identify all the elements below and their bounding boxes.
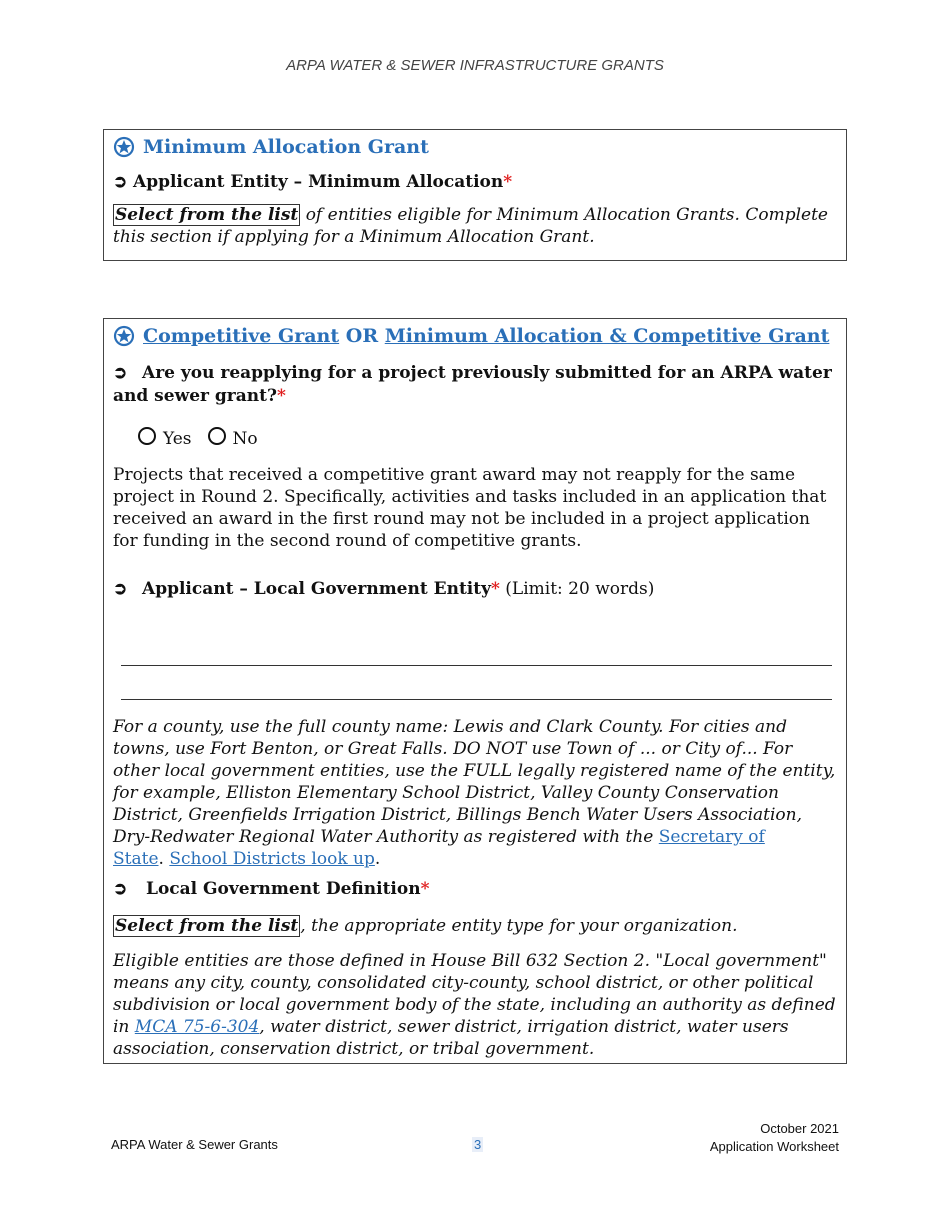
definition-text: Eligible entities are those defined in House Bill 632 Section 2. "Local government" means any city, county, consolidated city-county, school district, or other political subdivision or local government body of the state, including an authority as defined in <box>113 951 836 1037</box>
definition-select <box>113 915 841 937</box>
competitive-grant-link[interactable]: Competitive Grant <box>143 325 340 347</box>
secretary-of-state-link[interactable]: Secretary of State <box>113 827 765 869</box>
required-mark: * <box>491 579 500 599</box>
page-header: ARPA WATER & SEWER INFRASTRUCTURE GRANTS <box>286 57 664 74</box>
end-period: . <box>374 849 381 869</box>
minimum-allocation-section <box>103 129 847 261</box>
entity-input-line-1[interactable] <box>121 665 832 666</box>
title-or: OR <box>339 325 385 347</box>
reapply-note: Projects that received a competitive grant award may not reapply for the same project in Round 2. Specifically, activities and tasks included in an application that received an award in the first round may not be included in a project application for funding in the second round of competitive grants. <box>113 465 827 551</box>
reapply-radio-group <box>138 429 837 449</box>
word-limit: (Limit: 20 words) <box>499 579 655 599</box>
help-text: of entities eligible for Minimum Allocation Grants. Complete this section if applying for a Minimum Allocation Grant. <box>113 205 828 247</box>
footer-date: October 2021 <box>760 1121 839 1136</box>
section-title <box>113 136 837 158</box>
footer-doc: Application Worksheet <box>709 1139 839 1154</box>
local-government-entity-question <box>113 578 837 601</box>
arrow-icon: ➲ <box>113 172 128 192</box>
footer-left: ARPA Water & Sewer Grants <box>111 1137 278 1152</box>
required-mark: * <box>503 172 513 192</box>
entity-input-line-2[interactable] <box>121 699 832 700</box>
question-text: Are you reapplying for a project previously submitted for an ARPA water and sewer grant? <box>113 363 832 406</box>
radio-yes-label: Yes <box>163 429 192 449</box>
star-badge-icon <box>113 136 135 158</box>
section-title-text: Minimum Allocation Grant <box>143 136 429 158</box>
reapply-question <box>113 362 837 408</box>
mca-link[interactable]: MCA 75-6-304 <box>134 1017 260 1037</box>
question-text: Local Government Definition <box>146 879 421 899</box>
select-list-dropdown[interactable]: Select from the list <box>115 205 299 225</box>
radio-no-label: No <box>232 429 258 449</box>
definition-end: , water district, sewer district, irrigation district, water users association, conservation district, or tribal government. <box>113 1017 789 1059</box>
arrow-icon: ➲ <box>113 579 128 599</box>
competitive-grant-section <box>103 318 847 1064</box>
question-text: Applicant – Local Government Entity <box>142 579 491 599</box>
required-mark: * <box>276 386 286 406</box>
min-alloc-competitive-link[interactable]: Minimum Allocation & Competitive Grant <box>384 325 830 347</box>
radio-yes[interactable] <box>138 427 156 445</box>
school-districts-link[interactable]: School Districts look up <box>169 849 375 869</box>
entity-note-text: For a county, use the full county name: Lewis and Clark County. For cities and towns, use Fort Benton, or Great Falls. DO NOT use Town of ... or City of... For other local government entities, use the FULL legally registered name of the entity, for example, Elliston Elementary School District, Valley County Conservation District, Greenfields Irrigation District, Billings Bench Water Users Association, Dry-Redwater Regional Water Authority as registered with the <box>113 717 836 847</box>
entity-help <box>113 204 837 248</box>
footer-right <box>710 1120 839 1156</box>
arrow-icon: ➲ <box>113 879 128 899</box>
applicant-entity-question <box>113 171 837 194</box>
section-title <box>113 325 837 347</box>
entity-note <box>113 716 841 870</box>
local-government-definition-question <box>113 878 429 901</box>
page-number: 3 <box>474 1137 482 1152</box>
select-list-dropdown[interactable]: Select from the list <box>115 916 299 936</box>
select-help: , the appropriate entity type for your organization. <box>300 916 738 936</box>
star-badge-icon <box>113 325 135 347</box>
separator: . <box>158 849 170 869</box>
radio-no[interactable] <box>208 427 226 445</box>
question-text: Applicant Entity – Minimum Allocation <box>133 172 504 192</box>
definition-note <box>113 950 841 1060</box>
required-mark: * <box>420 879 430 899</box>
arrow-icon: ➲ <box>113 363 128 383</box>
